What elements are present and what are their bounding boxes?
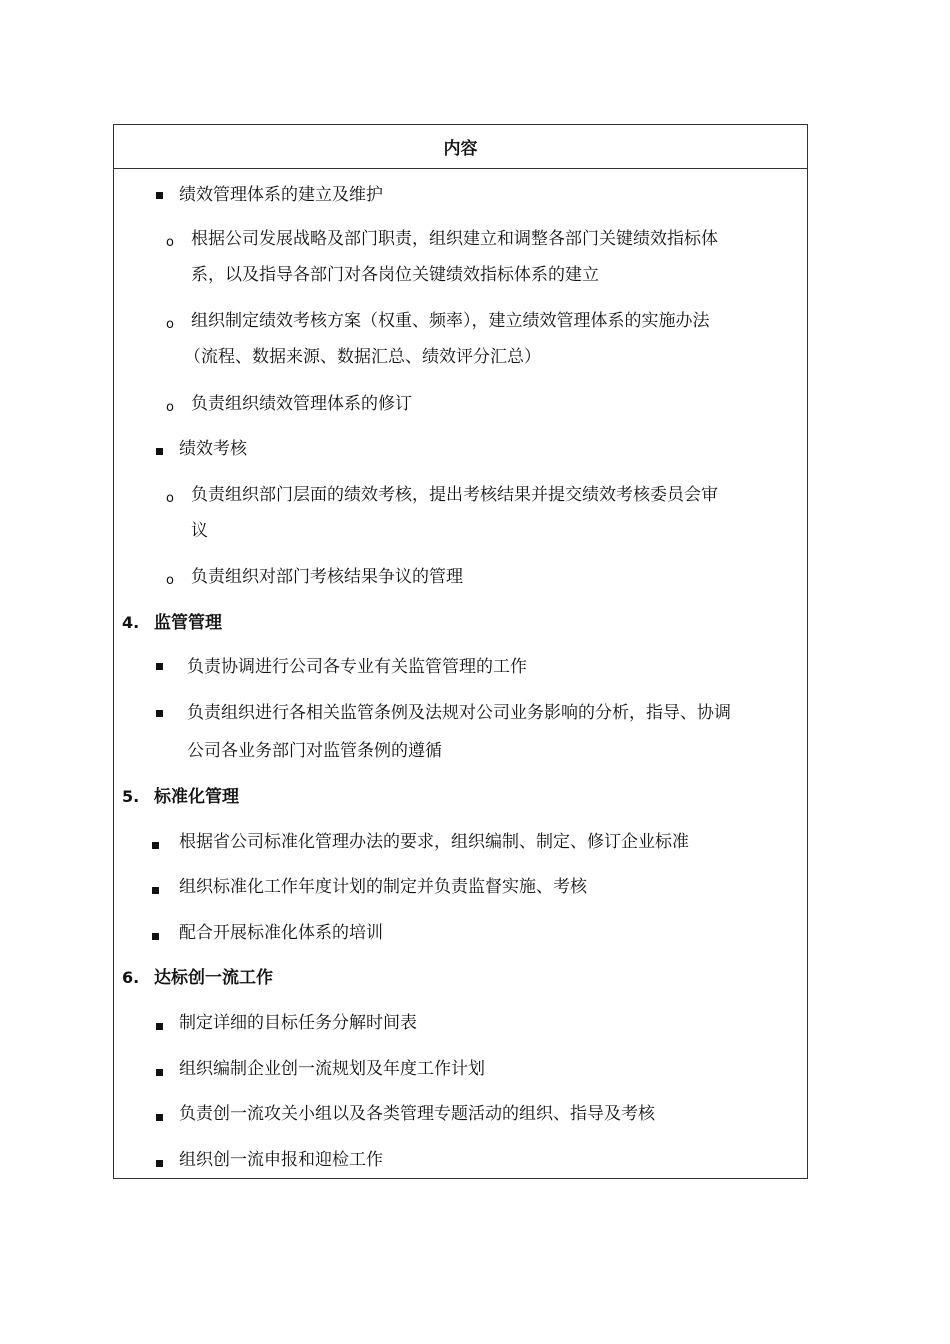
section-title: 标准化管理 <box>154 787 239 807</box>
list-item-continued: （流程、数据来源、数据汇总、绩效评分汇总） <box>184 347 541 367</box>
square-bullet-icon <box>156 1023 163 1030</box>
list-item-continued: 系，以及指导各部门对各岗位关键绩效指标体系的建立 <box>191 265 599 285</box>
square-bullet-icon <box>152 933 159 940</box>
list-item: 绩效考核 <box>179 439 247 459</box>
list-item: 组织创一流申报和迎检工作 <box>179 1150 383 1170</box>
section-title: 达标创一流工作 <box>154 968 273 988</box>
circle-bullet-icon: o <box>166 400 174 415</box>
header-label: 内容 <box>443 139 478 159</box>
list-item-continued: 议 <box>191 521 208 541</box>
list-item: 制定详细的目标任务分解时间表 <box>179 1013 417 1033</box>
list-item: 组织标准化工作年度计划的制定并负责监督实施、考核 <box>179 877 587 897</box>
square-bullet-icon <box>152 842 159 849</box>
list-item: 负责组织进行各相关监管条例及法规对公司业务影响的分析，指导、协调 <box>187 703 731 723</box>
square-bullet-icon <box>156 710 163 717</box>
list-item: 负责组织部门层面的绩效考核，提出考核结果并提交绩效考核委员会审 <box>191 485 718 505</box>
list-item: 组织编制企业创一流规划及年度工作计划 <box>179 1059 485 1079</box>
list-item: 负责组织对部门考核结果争议的管理 <box>191 567 463 587</box>
square-bullet-icon <box>156 448 163 455</box>
section-number: 4. <box>122 613 140 632</box>
circle-bullet-icon: o <box>166 573 174 588</box>
circle-bullet-icon: o <box>166 317 174 332</box>
list-item: 负责创一流攻关小组以及各类管理专题活动的组织、指导及考核 <box>179 1104 655 1124</box>
list-item: 根据公司发展战略及部门职责，组织建立和调整各部门关键绩效指标体 <box>191 229 718 249</box>
square-bullet-icon <box>156 663 163 670</box>
list-item: 配合开展标准化体系的培训 <box>179 923 383 943</box>
list-item: 绩效管理体系的建立及维护 <box>179 185 383 205</box>
list-item: 负责协调进行公司各专业有关监管管理的工作 <box>187 657 527 677</box>
table-header <box>114 125 807 169</box>
section-number: 6. <box>122 968 140 987</box>
square-bullet-icon <box>156 1160 163 1167</box>
list-item: 负责组织绩效管理体系的修订 <box>191 394 412 414</box>
square-bullet-icon <box>156 1114 163 1121</box>
square-bullet-icon <box>156 1069 163 1076</box>
list-item-continued: 公司各业务部门对监管条例的遵循 <box>187 741 442 761</box>
list-item: 组织制定绩效考核方案（权重、频率），建立绩效管理体系的实施办法 <box>191 311 710 331</box>
section-title: 监管管理 <box>154 613 222 633</box>
circle-bullet-icon: o <box>166 491 174 506</box>
list-item: 根据省公司标准化管理办法的要求，组织编制、制定、修订企业标准 <box>179 832 689 852</box>
square-bullet-icon <box>152 887 159 894</box>
square-bullet-icon <box>156 192 163 199</box>
section-number: 5. <box>122 787 140 806</box>
circle-bullet-icon: o <box>166 235 174 250</box>
